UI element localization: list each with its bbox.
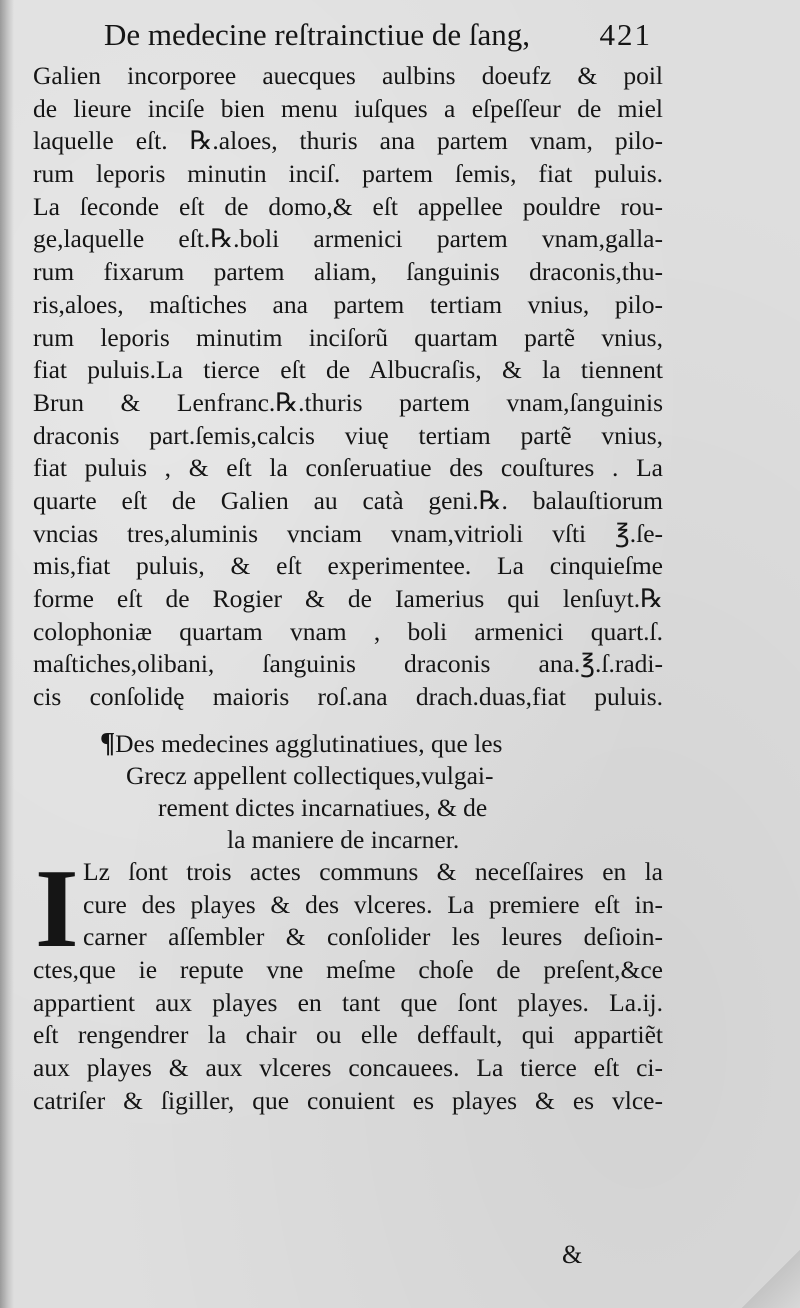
text-line: draconis part.ſemis,calcis viuę tertiam partẽ vnius,: [33, 420, 663, 450]
text-line: cis conſolidę maioris roſ.ana drach.duas,fiat puluis.: [33, 682, 663, 712]
heading-line-4: la maniere de incarner.: [227, 825, 460, 854]
text-line: mis,fiat puluis, & eſt experimentee. La cinquieſme: [33, 551, 663, 581]
text-line: ris,aloes, maſtiches ana partem tertiam vnius, pilo-: [33, 289, 663, 319]
running-head-title: De medecine reſtrainctiue de ſang,: [104, 17, 531, 52]
text-line: Brun & Lenfranc.℞.thuris partem vnam,ſanguinis: [33, 387, 663, 417]
text-line: catriſer & ſigiller, que conuient es playes & es vlce-: [33, 1085, 663, 1115]
text-line: La ſeconde eſt de domo,& eſt appellee pouldre rou-: [33, 191, 663, 221]
text-line: carner aſſembler & conſolider les leures deſioin-: [83, 922, 663, 952]
text-line: maſtiches,olibani, ſanguinis draconis ana.℥.ſ.radi-: [33, 649, 663, 679]
paragraph-recipes: [33, 60, 663, 714]
text-line: rum leporis minutin inciſ. partem ſemis, fiat puluis.: [33, 159, 663, 189]
pilcrow-icon: ¶: [100, 728, 116, 759]
text-line: vncias tres,aluminis vnciam vnam,vitrioli vſti ℥.ſe-: [33, 518, 663, 548]
catchword-mark: &: [562, 1240, 583, 1269]
text-line: forme eſt de Rogier & de Iamerius qui lenſuyt.℞: [33, 584, 663, 613]
heading-text: Des medecines agglutinatiues, que les: [115, 729, 503, 758]
text-line: eſt rengendrer la chair ou elle deffault, qui appartiẽt: [33, 1020, 663, 1050]
text-line: ctes,que ie repute vne meſme choſe de preſent,&ce: [33, 955, 663, 985]
text-line: de lieure inciſe bien menu iuſques a eſpeſſeur de miel: [33, 93, 663, 123]
text-line: fiat puluis.La tierce eſt de Albucraſis, & la tiennent: [33, 355, 663, 385]
text-line: Lz ſont trois actes communs & neceſſaires en la: [83, 857, 663, 886]
page-number: 421: [599, 17, 652, 52]
text-line: appartient aux playes en tant que ſont playes. La.ij.: [33, 987, 663, 1017]
text-line: rum leporis minutim inciſorũ quartam partẽ vnius,: [33, 322, 663, 352]
text-line: aux playes & aux vlceres concauees. La tierce eſt ci-: [33, 1053, 663, 1083]
page-corner: [742, 1250, 800, 1308]
text-line: Galien incorporee auecques aulbins doeufz & poil: [33, 61, 663, 90]
binding-shadow: [0, 0, 14, 1308]
text-line: laquelle eſt. ℞.aloes, thuris ana partem vnam, pilo-: [33, 126, 663, 156]
text-line: ge,laquelle eſt.℞.boli armenici partem vnam,galla-: [33, 224, 663, 254]
text-line: fiat puluis , & eſt la conſeruatiue des couſtures . La: [33, 453, 663, 483]
running-head: [104, 14, 652, 56]
text-line: quarte eſt de Galien au catà geni.℞. balauſtiorum: [33, 485, 663, 515]
heading-line-3: rement dictes incarnatiues, & de: [158, 793, 488, 822]
text-line: cure des playes & des vlceres. La premiere eſt in-: [83, 889, 663, 919]
text-line: colophoniæ quartam vnam , boli armenici quart.ſ.: [33, 616, 663, 646]
paragraph-agglutinatives: [33, 847, 663, 1118]
drop-cap: I: [35, 847, 79, 971]
heading-line-2: Grecz appellent collectiques,vulgai-: [126, 761, 494, 790]
text-line: rum fixarum partem aliam, ſanguinis draconis,thu-: [33, 257, 663, 287]
heading-line-1: [100, 728, 502, 760]
